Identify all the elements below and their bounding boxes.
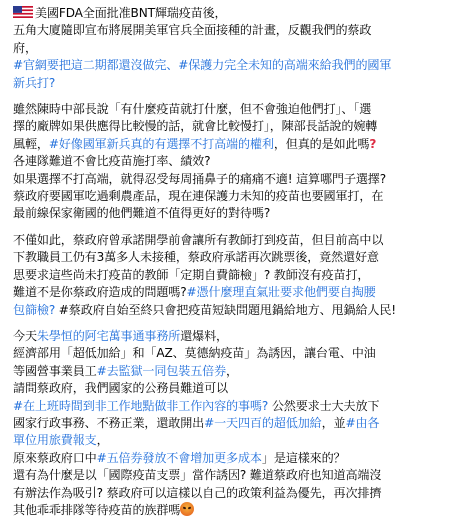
text-segment: 還爆料， [180, 328, 228, 343]
text-line [13, 5, 441, 22]
text-segment: 美國FDA全面批准BNT輝瑞疫苗後， [35, 6, 227, 20]
hashtag-link[interactable]: #官網要把這二期都還沒做完、#保護力完全未知的高端來給我們的國軍 [13, 58, 392, 73]
text-line [13, 467, 441, 484]
text-segment: 雖然陳時中部長說「有什麼疫苗就打什麼，但不會強迫他們打」、「選 [13, 102, 372, 117]
us-flag-icon [13, 6, 33, 18]
text-segment: 難道不是你蔡政府造成的問題嗎? [13, 285, 187, 300]
text-line [13, 171, 441, 188]
text-line [13, 188, 441, 205]
text-segment: #蔡政府自始至終只會把疫苗短缺問題甩鍋給地方、甩鍋給人民! [55, 302, 396, 317]
text-segment: ，並 [321, 415, 346, 430]
text-line [13, 345, 441, 362]
hashtag-link[interactable]: #好像國軍新兵真的有選擇不打高端的權利 [48, 136, 274, 151]
text-line [13, 40, 441, 57]
paragraph-2 [13, 101, 441, 223]
text-line [13, 398, 441, 415]
hashtag-link[interactable]: #在上班時間到非工作地點做非工作內容的事嗎? [13, 398, 269, 413]
text-segment: 下教職員工仍有3萬多人未接種，蔡政府承諾再次跳票後，竟然還好意 [13, 250, 379, 265]
text-segment: 各連隊難道不會比疫苗施打率、績效? [13, 154, 211, 169]
hashtag-link[interactable]: #一天四百的超低加給 [204, 415, 322, 430]
hashtag-link[interactable]: 單位用旅費報支 [13, 433, 97, 448]
hashtag-link[interactable]: 新兵打? [13, 75, 56, 90]
text-line [13, 485, 441, 502]
text-segment: 思要求這些尚未打疫苗的教師「定期自費篩檢」? 教師沒有疫苗打， [13, 267, 370, 282]
paragraph-3 [13, 232, 441, 319]
hashtag-link[interactable]: #去監獄一同包裝五倍券 [96, 363, 227, 378]
paragraph-4 [13, 328, 441, 519]
text-segment: 五角大廈隨即宣布將展開美軍官兵全面接種的計畫，反觀我們的蔡政 [13, 23, 372, 38]
text-line [13, 136, 441, 153]
text-line [13, 415, 441, 432]
text-line [13, 118, 441, 135]
text-line [13, 22, 441, 39]
text-line [13, 432, 441, 449]
text-line [13, 249, 441, 266]
angry-face-icon [180, 502, 194, 516]
text-segment: 蔡政府要國軍吃過剩農產品，現在連保護力未知的疫苗也要國軍打，在 [13, 189, 384, 204]
text-line [13, 363, 441, 380]
text-line [13, 101, 441, 118]
text-segment: 還有為什麼是以「國際疫苗支票」當作誘因? 難道蔡政府也知道高端沒 [13, 468, 382, 483]
text-line [13, 284, 441, 301]
text-segment: 不僅如此，蔡政府曾承諾開學前會讓所有教師打到疫苗，但目前高中以 [13, 232, 384, 247]
hashtag-link[interactable]: #五倍券發放不會增加更多成本 [96, 450, 262, 465]
text-line [13, 502, 441, 519]
text-line [13, 302, 441, 319]
text-segment: ，但真的是如此嗎 [273, 136, 370, 151]
hashtag-link[interactable]: #憑什麼理直氣壯要求他們要自掏腰 [186, 285, 376, 300]
text-segment: 」是這樣來的？ [261, 450, 346, 465]
text-segment: 公然要求士大夫放下 [268, 398, 380, 413]
text-segment: 其他乖乖排隊等待疫苗的族群嗎 [13, 502, 181, 517]
text-line [13, 205, 441, 222]
text-segment: 原來蔡政府口中 [13, 450, 97, 465]
text-line [13, 153, 441, 170]
text-segment: 請問蔡政府，我們國家的公務員難道可以 [13, 381, 228, 396]
text-segment: 有辦法作為吸引? 蔡政府可以這樣以自己的政策利益為優先，再次排擠 [13, 485, 382, 500]
text-segment: 風輕， [13, 136, 49, 151]
text-segment: ， [226, 363, 238, 378]
text-segment: 擇的廠牌如果供應得比較慢的話，就會比較慢打」，陳部長話說的婉轉 [13, 119, 378, 134]
text-line [13, 75, 441, 92]
text-segment: 最前線保家衛國的他們難道不值得更好的對待嗎? [13, 206, 271, 221]
hashtag-link[interactable]: #由各 [345, 415, 380, 430]
text-line [13, 57, 441, 74]
text-segment: 國家行政事務、不務正業，還敢開出 [13, 415, 205, 430]
text-segment: ， [96, 433, 109, 448]
text-line [13, 380, 441, 397]
hashtag-link[interactable]: 包篩檢? [13, 302, 56, 317]
text-segment: 府， [13, 40, 37, 55]
text-segment: 等國營事業員工 [13, 363, 97, 378]
text-line [13, 232, 441, 249]
red-question-mark-icon: ? [369, 136, 377, 151]
text-line [13, 328, 441, 345]
text-segment: 經濟部用「超低加給」和「AZ、莫德納疫苗」為誘因，讓台電、中油 [13, 346, 376, 361]
text-line [13, 450, 441, 467]
paragraph-1 [13, 5, 441, 92]
page-mention-link[interactable]: 朱學恒的阿宅萬事通事務所 [36, 328, 181, 343]
text-segment: 今天 [13, 328, 37, 343]
text-line [13, 267, 441, 284]
text-segment: 如果選擇不打高端，就得忍受每周捅鼻子的痛痛不適! 這算哪門子選擇? [13, 171, 386, 186]
